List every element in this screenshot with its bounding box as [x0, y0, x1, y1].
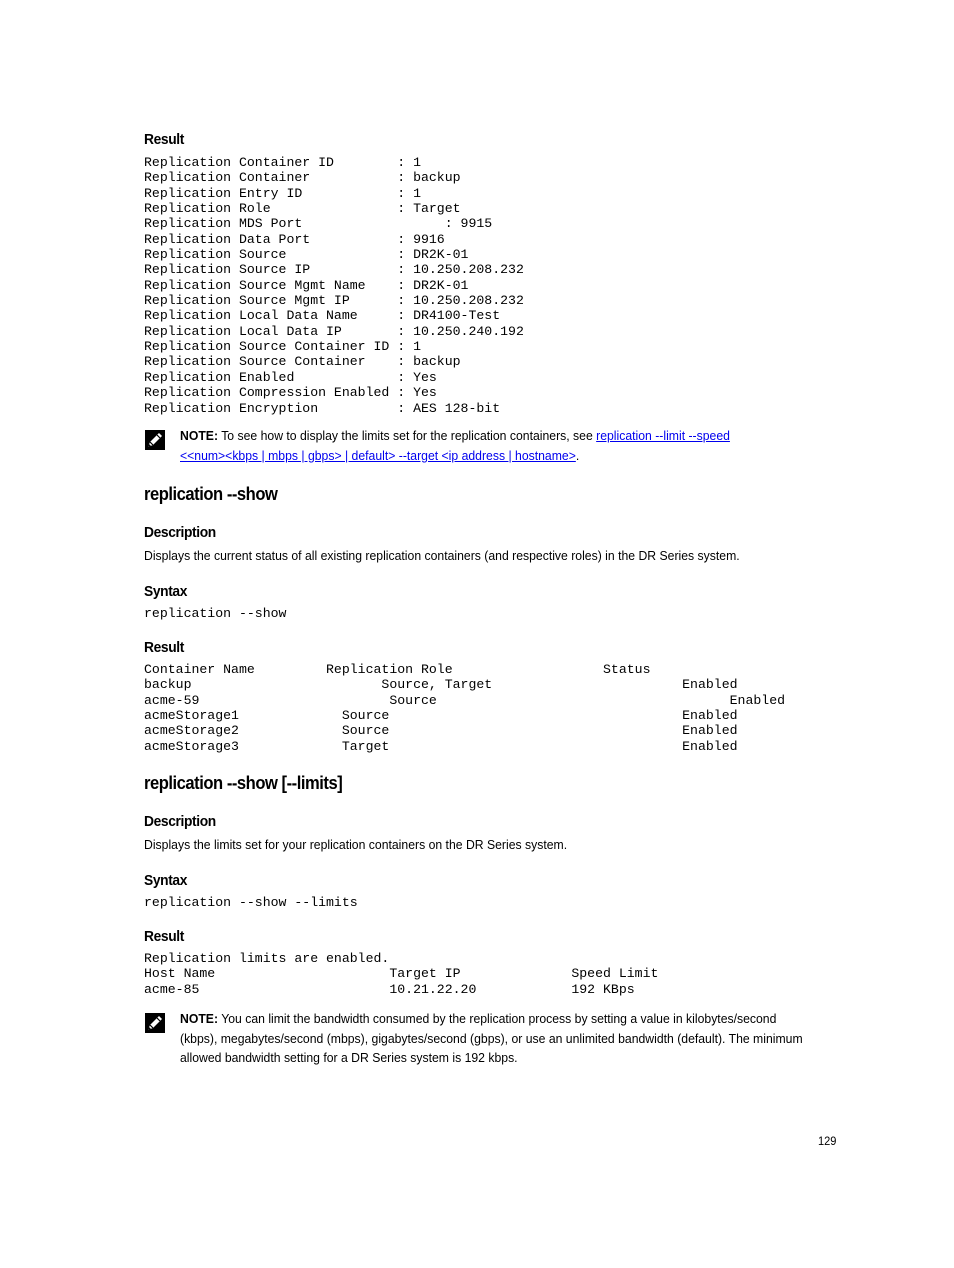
page-number: 129 — [818, 1134, 837, 1148]
note-2 — [180, 1009, 803, 1068]
section-heading-show: replication --show — [144, 484, 278, 504]
note-text: To see how to display the limits set for the replication containers, see — [218, 428, 597, 443]
result-code-show: Container Name Replication Role Status backup Source, Target Enabled acme-59 Source Enabled acmeStorage1 Source Enabled acmeStorage2 Source Enabled acmeStorage3 Target Enabled — [144, 662, 786, 754]
description-text-limits: Displays the limits set for your replication containers on the DR Series system. — [144, 837, 568, 852]
note-end: . — [575, 447, 580, 463]
result-heading-limits: Result — [144, 928, 184, 945]
pencil-note-icon — [144, 1012, 166, 1034]
result-code-1: Replication Container ID : 1 Replication Container : backup Replication Entry ID : 1 Replication Role : Target Replication MDS Port : 9915 Replication Data Port : 9916 Replication Source : DR2K-01 Replication Source IP : 10.250.208.232 Replication Source Mgmt Name : DR2K-01 Replication Source Mgmt IP : 10.250.208.232 Replication Local Data Name : DR4100-Test Replication Local Data IP : 10.250.240.192 Replication Source Container ID : 1 Replication Source Container : backup Replication Enabled : Yes Replication Compression Enabled : Yes Replication Encryption : AES 128-bit — [144, 155, 524, 416]
note-1 — [180, 426, 730, 465]
note-label: NOTE: — [180, 1011, 219, 1026]
description-heading-show: Description — [144, 524, 216, 541]
result-code-limits: Replication limits are enabled. Host Name Target IP Speed Limit acme-85 10.21.22.20 192 KBps — [144, 951, 659, 997]
syntax-heading-limits: Syntax — [144, 872, 188, 889]
syntax-heading-show: Syntax — [144, 583, 188, 600]
description-heading-limits: Description — [144, 813, 216, 830]
limit-speed-link-cont[interactable]: <<num><kbps | mbps | gbps> | default> --target <ip address | hostname> — [180, 447, 576, 463]
description-text-show: Displays the current status of all existing replication containers (and respective roles) in the DR Series system. — [144, 548, 740, 563]
syntax-code-show: replication --show — [144, 606, 287, 621]
note-text-line3: allowed bandwidth setting for a DR Series system is 192 kbps. — [180, 1050, 518, 1065]
result-heading-1: Result — [144, 131, 184, 148]
note-text-line1: You can limit the bandwidth consumed by the replication process by setting a value in kilobytes/second — [218, 1011, 777, 1026]
note-label: NOTE: — [180, 428, 219, 443]
limit-speed-link[interactable]: replication --limit --speed — [596, 428, 730, 443]
note-text-line2: (kbps), megabytes/second (mbps), gigabytes/second (gbps), or use an unlimited bandwidth (default). The minimum — [180, 1030, 803, 1046]
section-heading-limits: replication --show [--limits] — [144, 773, 343, 793]
syntax-code-limits: replication --show --limits — [144, 895, 358, 910]
pencil-note-icon — [144, 429, 166, 451]
result-heading-show: Result — [144, 639, 184, 656]
